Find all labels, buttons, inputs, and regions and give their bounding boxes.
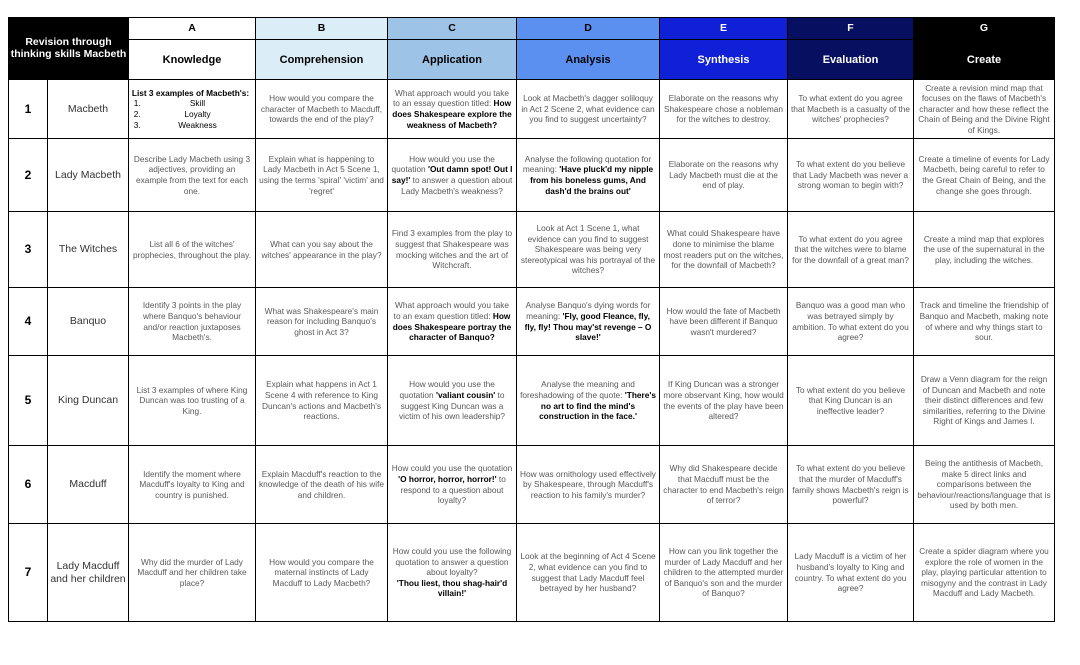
table-row — [9, 212, 1055, 288]
cell-create: Being the antithesis of Macbeth, make 5 direct links and comparisons between the behaviour/reactions/language that is used by both men. — [914, 446, 1055, 524]
cell-application: Find 3 examples from the play to suggest that Shakespeare was mocking witches and the art of Witchcraft. — [388, 212, 517, 288]
column-letter-g: G — [914, 18, 1055, 40]
cell-comprehension: What can you say about the witches' appearance in the play? — [256, 212, 388, 288]
cell-synthesis: How would the fate of Macbeth have been different if Banquo wasn't murdered? — [660, 288, 788, 356]
row-topic: King Duncan — [48, 356, 129, 446]
cell-create: Create a revision mind map that focuses on the flaws of Macbeth's character and how these reflect the Chain of Being and the Divine Right of Kings. — [914, 80, 1055, 139]
cell-comprehension: How would you compare the character of Macbeth to Macduff, towards the end of the play? — [256, 80, 388, 139]
cell-comprehension: Explain Macduff's reaction to the knowledge of the death of his wife and children. — [256, 446, 388, 524]
column-letter-b: B — [256, 18, 388, 40]
table-row — [9, 288, 1055, 356]
table-row — [9, 524, 1055, 622]
column-level-application: Application — [388, 40, 517, 80]
table-row — [9, 356, 1055, 446]
cell-evaluation: To what extent do you believe that King Duncan is an ineffective leader? — [788, 356, 914, 446]
cell-knowledge: Why did the murder of Lady Macduff and her children take place? — [129, 524, 256, 622]
cell-evaluation: Banquo was a good man who was betrayed simply by ambition. To what extent do you agree? — [788, 288, 914, 356]
cell-analysis — [517, 288, 660, 356]
cell-analysis: How was ornithology used effectively by Shakespeare, through Macduff's reaction to his family's murder? — [517, 446, 660, 524]
row-number: 5 — [9, 356, 48, 446]
column-level-knowledge: Knowledge — [129, 40, 256, 80]
table-row — [9, 80, 1055, 139]
column-letter-c: C — [388, 18, 517, 40]
cell-knowledge: Identify 3 points in the play where Banquo's behaviour and/or reaction juxtaposes Macbeth's. — [129, 288, 256, 356]
list-item: 3. Weakness — [143, 120, 252, 131]
row-number: 4 — [9, 288, 48, 356]
list-item: 2. Loyalty — [143, 109, 252, 120]
cell-analysis: Look at Act 1 Scene 1, what evidence can you find to suggest Shakespeare was being very stereotypical was his portrayal of the witches? — [517, 212, 660, 288]
cell-analysis — [517, 356, 660, 446]
cell-analysis: Look at Macbeth's dagger soliloquy in Act 2 Scene 2, what evidence can you find to suggest uncertainty? — [517, 80, 660, 139]
cell-quote: 'Thou liest, thou shag-hair'd villain!' — [396, 577, 508, 599]
cell-comprehension: How would you compare the maternal instincts of Lady Macduff to Lady Macbeth? — [256, 524, 388, 622]
letter-header-row — [9, 18, 1055, 40]
revision-grid — [8, 17, 1055, 622]
row-topic: Lady Macbeth — [48, 139, 129, 212]
row-topic: The Witches — [48, 212, 129, 288]
cell-text: Analyse Banquo's dying words for meaning: — [525, 300, 651, 321]
cell-evaluation: To what extent do you believe that the murder of Macduff's family shows Macbeth's reign is powerful? — [788, 446, 914, 524]
cell-synthesis: What could Shakespeare have done to minimise the blame most readers put on the witches, for the downfall of Macbeth? — [660, 212, 788, 288]
cell-text: How would you use the quotation — [391, 153, 495, 175]
cell-text: to suggest King Duncan was a victim of his own leadership? — [398, 389, 506, 422]
table-row — [9, 139, 1055, 212]
row-number: 3 — [9, 212, 48, 288]
cell-analysis: Look at the beginning of Act 4 Scene 2, what evidence can you find to suggest that Lady Macduff feel betrayed by her husband? — [517, 524, 660, 622]
cell-synthesis: How can you link together the murder of Lady Macduff and her children to the attempted murder of Banquo's son and the murder of Banquo? — [660, 524, 788, 622]
column-level-create: Create — [914, 40, 1055, 80]
cell-quote: 'Out damn spot! Out I say!' — [391, 164, 513, 185]
cell-text: What approach would you take to an exam question titled: — [393, 300, 509, 321]
level-header-row — [9, 40, 1055, 80]
cell-quote: 'Have pluck'd my nipple from his boneless gums, And dash'd the brains out' — [530, 164, 654, 196]
cell-quote: 'valiant cousin' — [435, 389, 496, 400]
column-letter-e: E — [660, 18, 788, 40]
cell-text: to respond to a question about loyalty? — [400, 473, 506, 506]
cell-comprehension: Explain what happens in Act 1 Scene 4 with reference to King Duncan's actions and Macbeth's reactions. — [256, 356, 388, 446]
cell-quote: 'There's no art to find the mind's construction in the face.' — [539, 389, 656, 422]
cell-comprehension: What was Shakespeare's main reason for including Banquo's ghost in Act 3? — [256, 288, 388, 356]
row-number: 2 — [9, 139, 48, 212]
cell-quote: 'Fly, good Fleance, fly, fly, fly! Thou may'st revenge – O slave!' — [524, 310, 652, 343]
cell-knowledge: Describe Lady Macbeth using 3 adjectives, providing an example from the text for each one. — [129, 139, 256, 212]
cell-application — [388, 446, 517, 524]
cell-application — [388, 80, 517, 139]
cell-application — [388, 356, 517, 446]
cell-create: Create a mind map that explores the use of the supernatural in the play, including the witches. — [914, 212, 1055, 288]
column-letter-d: D — [517, 18, 660, 40]
cell-knowledge: List 3 examples of where King Duncan was too trusting of a King. — [129, 356, 256, 446]
cell-create: Track and timeline the friendship of Banquo and Macbeth, making note of where and why things start to sour. — [914, 288, 1055, 356]
cell-create: Create a spider diagram where you explore the role of women in the play, playing particular attention to misogyny and the contrast in Lady Macduff and Lady Macbeth. — [914, 524, 1055, 622]
cell-create: Create a timeline of events for Lady Macbeth, being careful to refer to the Great Chain of Being, and the change she goes through. — [914, 139, 1055, 212]
list-heading: List 3 examples of Macbeth's: — [131, 87, 250, 98]
cell-evaluation: To what extent do you believe that Lady Macbeth was never a strong woman to begin with? — [788, 139, 914, 212]
cell-knowledge: List all 6 of the witches' prophecies, throughout the play. — [129, 212, 256, 288]
cell-evaluation: To what extent do you agree that the witches were to blame for the downfall of a great man? — [788, 212, 914, 288]
cell-text: What approach would you take to an essay question titled: — [392, 87, 509, 109]
column-letter-f: F — [788, 18, 914, 40]
cell-text: to answer a question about Lady Macbeth's weakness? — [401, 175, 513, 196]
cell-text: How could you use the following quotation to answer a question about loyalty? — [392, 546, 512, 578]
cell-text: Analyse the following quotation for meaning: — [522, 153, 652, 175]
cell-text: How would you use the quotation — [399, 379, 495, 400]
column-level-synthesis: Synthesis — [660, 40, 788, 80]
cell-evaluation: To what extent do you agree that Macbeth is a casualty of the witches' prophecies? — [788, 80, 914, 139]
cell-evaluation: Lady Macduff is a victim of her husband's loyalty to King and country. To what extent do you agree? — [788, 524, 914, 622]
cell-application — [388, 524, 517, 622]
row-topic: Macbeth — [48, 80, 129, 139]
cell-quote: 'O horror, horror, horror!' — [398, 473, 497, 484]
row-topic: Macduff — [48, 446, 129, 524]
cell-quote: How does Shakespeare explore the weakness of Macbeth? — [392, 98, 512, 130]
cell-analysis — [517, 139, 660, 212]
cell-synthesis: Elaborate on the reasons why Shakespeare chose a nobleman for the witches to destroy. — [660, 80, 788, 139]
cell-application — [388, 139, 517, 212]
cell-quote: How does Shakespeare portray the character of Banquo? — [392, 310, 512, 343]
cell-create: Draw a Venn diagram for the reign of Duncan and Macbeth and note their distinct differences and few similarities, referring to the Divine Right of Kings and James I. — [914, 356, 1055, 446]
cell-text: How could you use the quotation — [391, 463, 513, 474]
cell-knowledge: Identify the moment where Macduff's loyalty to King and country is punished. — [129, 446, 256, 524]
row-topic: Lady Macduff and her children — [48, 524, 129, 622]
cell-comprehension: Explain what is happening to Lady Macbeth in Act 5 Scene 1, using the terms 'spiral' 'victim' and 'regret' — [256, 139, 388, 212]
row-number: 6 — [9, 446, 48, 524]
list-item: 1. Skill — [143, 98, 252, 109]
column-letter-a: A — [129, 18, 256, 40]
cell-application — [388, 288, 517, 356]
row-number: 1 — [9, 80, 48, 139]
column-level-comprehension: Comprehension — [256, 40, 388, 80]
cell-synthesis: If King Duncan was a stronger more observant King, how would the events of the play have been altered? — [660, 356, 788, 446]
column-level-evaluation: Evaluation — [788, 40, 914, 80]
cell-knowledge — [129, 80, 256, 139]
cell-text: Analyse the meaning and foreshadowing of the quote: — [520, 379, 635, 400]
cell-synthesis: Why did Shakespeare decide that Macduff must be the character to end Macbeth's reign of terror? — [660, 446, 788, 524]
cell-synthesis: Elaborate on the reasons why Lady Macbeth must die at the end of play. — [660, 139, 788, 212]
table-row — [9, 446, 1055, 524]
row-number: 7 — [9, 524, 48, 622]
grid-title: Revision through thinking skills Macbeth — [9, 18, 129, 80]
example-list — [129, 98, 252, 130]
row-topic: Banquo — [48, 288, 129, 356]
column-level-analysis: Analysis — [517, 40, 660, 80]
